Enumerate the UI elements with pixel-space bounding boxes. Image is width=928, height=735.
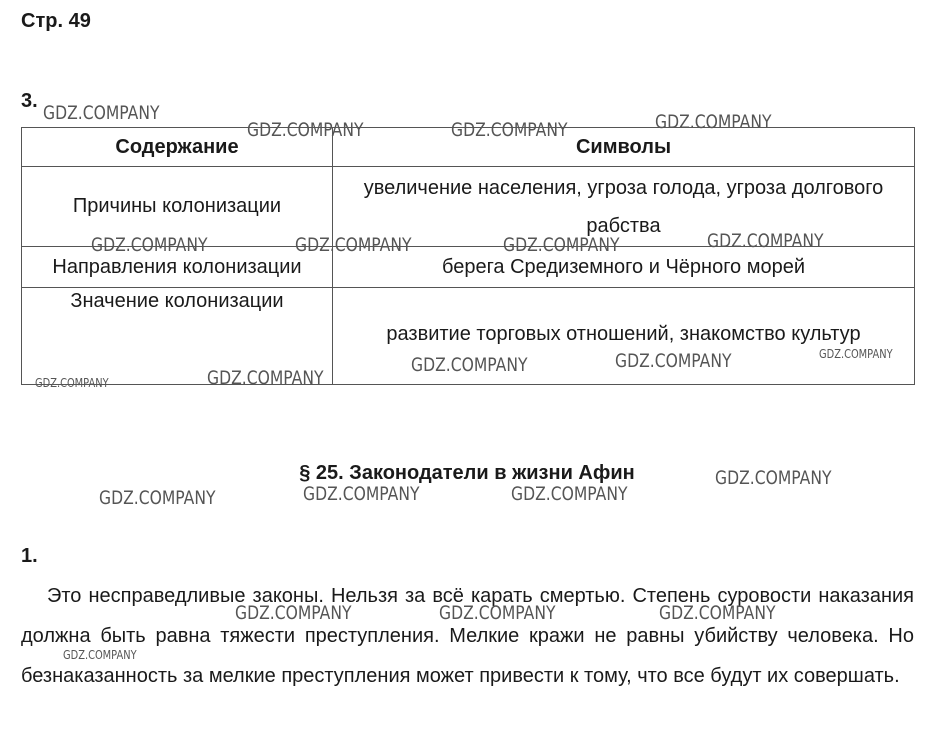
watermark: GDZ.COMPANY xyxy=(303,483,420,505)
table-row xyxy=(22,247,915,288)
watermark: GDZ.COMPANY xyxy=(819,347,893,361)
watermark: GDZ.COMPANY xyxy=(451,119,568,141)
table-header-row xyxy=(22,128,915,167)
watermark: GDZ.COMPANY xyxy=(35,376,109,390)
answer-paragraph: Это несправедливые законы. Нельзя за всё карать смертью. Степень суровости наказания должна быть равна тяжести преступления. Мелкие кражи не равны убийству человека. Но безнаказанность за мелкие преступления может привести к тому, что все будут их совершать. xyxy=(21,585,914,687)
watermark: GDZ.COMPANY xyxy=(247,119,364,141)
header-content: Содержание xyxy=(22,128,333,167)
watermark: GDZ.COMPANY xyxy=(207,367,324,389)
task-3-number: 3. xyxy=(21,90,38,112)
watermark: GDZ.COMPANY xyxy=(615,350,732,372)
watermark: GDZ.COMPANY xyxy=(295,234,412,256)
row-content-cell: Причины колонизации xyxy=(22,167,333,247)
watermark: GDZ.COMPANY xyxy=(655,111,772,133)
watermark: GDZ.COMPANY xyxy=(63,648,137,662)
row-symbols-cell: увеличение населения, угроза голода, угроза долгового рабства xyxy=(333,167,915,247)
header-symbols: Символы xyxy=(333,128,915,167)
section-title: § 25. Законодатели в жизни Афин xyxy=(299,462,635,484)
watermark: GDZ.COMPANY xyxy=(99,487,216,509)
watermark: GDZ.COMPANY xyxy=(503,234,620,256)
watermark: GDZ.COMPANY xyxy=(235,602,352,624)
row-symbols-cell: развитие торговых отношений, знакомство культур xyxy=(333,288,915,385)
row-content-cell: Значение колонизации xyxy=(22,288,333,385)
watermark: GDZ.COMPANY xyxy=(659,602,776,624)
watermark: GDZ.COMPANY xyxy=(715,467,832,489)
page-number: Стр. 49 xyxy=(21,10,91,32)
watermark: GDZ.COMPANY xyxy=(43,102,160,124)
watermark: GDZ.COMPANY xyxy=(707,230,824,252)
watermark: GDZ.COMPANY xyxy=(91,234,208,256)
row-content-cell: Направления колонизации xyxy=(22,247,333,288)
watermark: GDZ.COMPANY xyxy=(439,602,556,624)
row-symbols-cell: берега Средиземного и Чёрного морей xyxy=(333,247,915,288)
table-row xyxy=(22,167,915,247)
colonization-table xyxy=(21,127,915,385)
table-row xyxy=(22,288,915,385)
watermark: GDZ.COMPANY xyxy=(511,483,628,505)
task-1-number: 1. xyxy=(21,545,38,567)
watermark: GDZ.COMPANY xyxy=(411,354,528,376)
